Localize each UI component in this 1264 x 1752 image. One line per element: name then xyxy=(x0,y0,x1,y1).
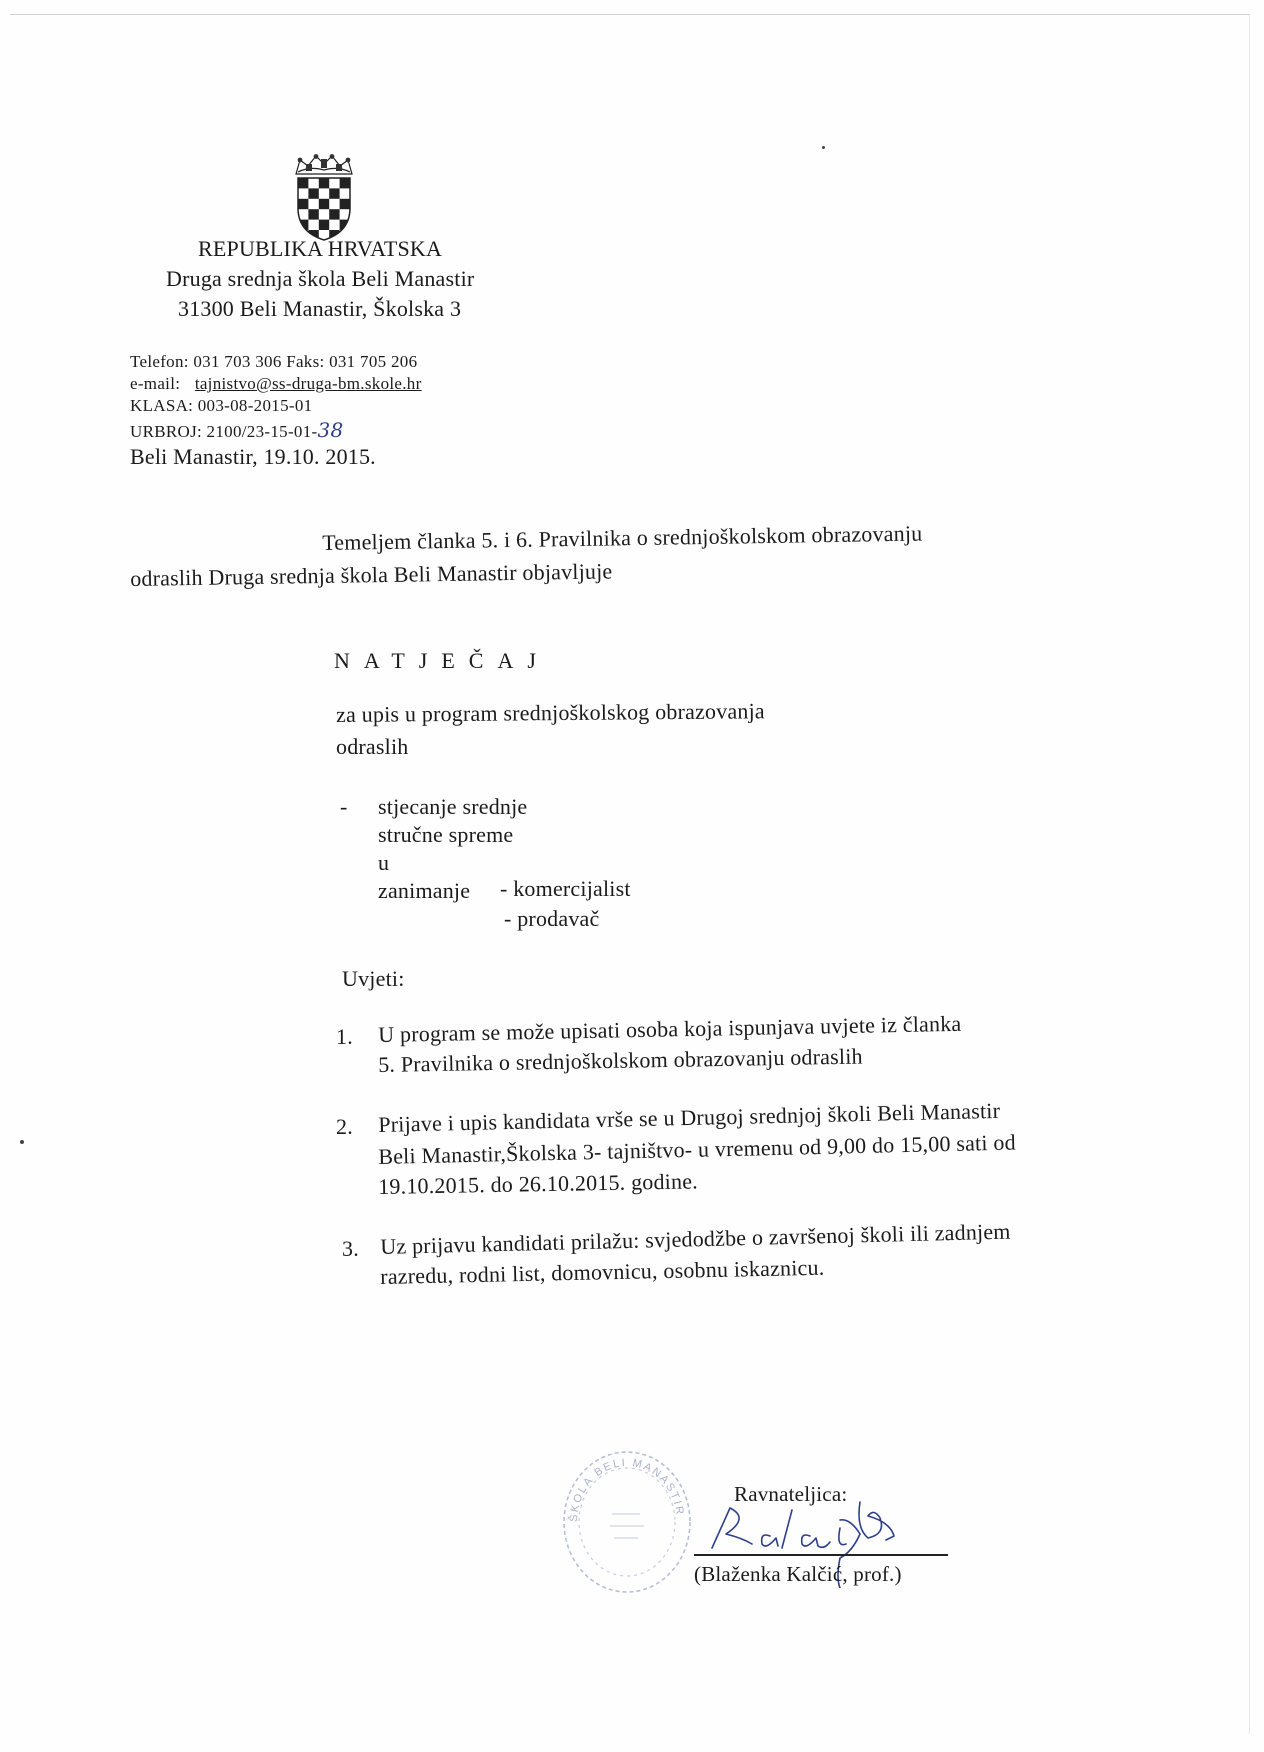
condition-1-line-1: U program se može upisati osoba koja ispunjava uvjete iz članka xyxy=(378,1010,962,1047)
occupation-salesperson: - prodavač xyxy=(504,906,600,931)
conditions-label: Uvjeti: xyxy=(342,966,405,991)
qualification-line-2: stručne spreme xyxy=(378,822,514,847)
scan-top-edge xyxy=(10,14,1250,15)
qualification-dash: - xyxy=(340,794,348,819)
klasa-line: KLASA: 003-08-2015-01 xyxy=(130,396,313,415)
scan-speck xyxy=(822,146,825,149)
urbroj-handwritten-number: 38 xyxy=(317,418,344,442)
email-line xyxy=(130,374,422,394)
scan-speck xyxy=(20,1140,24,1144)
condition-3-line-2: razredu, rodni list, domovnicu, osobnu iskaznicu. xyxy=(380,1254,825,1289)
email-link[interactable]: tajnistvo@ss-druga-bm.skole.hr xyxy=(194,374,422,393)
condition-2-line-2: Beli Manastir,Školska 3- tajništvo- u vremenu od 9,00 do 15,00 sati od xyxy=(378,1129,1017,1169)
intro-line-2: odraslih Druga srednja škola Beli Manastir objavljuje xyxy=(130,558,613,591)
condition-2-line-1: Prijave i upis kandidata vrše se u Drugoj srednjoj školi Beli Manastir xyxy=(378,1097,1001,1137)
document-title: NATJEČAJ xyxy=(334,648,550,673)
signatory-name: (Blaženka Kalčić, prof.) xyxy=(694,1562,902,1586)
urbroj-printed: URBROJ: 2100/23-15-01- xyxy=(130,422,318,441)
condition-number: 3. xyxy=(342,1236,359,1261)
country-name: REPUBLIKA HRVATSKA xyxy=(198,236,443,261)
urbroj-line xyxy=(130,418,344,442)
school-name: Druga srednja škola Beli Manastir xyxy=(166,266,475,291)
condition-2-line-3: 19.10.2015. do 26.10.2015. godine. xyxy=(378,1168,699,1199)
school-address: 31300 Beli Manastir, Školska 3 xyxy=(178,296,462,321)
svg-text:ŠKOLA BELI MANASTIR xyxy=(567,1457,686,1522)
condition-1-line-2: 5. Pravilnika o srednjoškolskom obrazovanju odraslih xyxy=(378,1043,863,1077)
signature-line xyxy=(694,1554,948,1556)
intro-line-1: Temeljem članka 5. i 6. Pravilnika o srednjoškolskom obrazovanju xyxy=(322,520,923,555)
program-line-2: odraslih xyxy=(336,734,409,759)
school-stamp-icon xyxy=(560,1448,694,1596)
stamp-text: ŠKOLA BELI MANASTIR xyxy=(567,1456,686,1523)
occupation-commercialist: - komercijalist xyxy=(500,876,631,901)
signatory-role: Ravnateljica: xyxy=(734,1482,848,1506)
condition-3-line-1: Uz prijavu kandidati prilažu: svjedodžbe o završenoj školi ili zadnjem xyxy=(380,1218,1011,1259)
qualification-line-1: stjecanje srednje xyxy=(378,794,528,819)
croatian-coat-of-arms-icon xyxy=(292,152,356,242)
place-and-date: Beli Manastir, 19.10. 2015. xyxy=(130,444,376,469)
qualification-line-3: u xyxy=(378,850,390,875)
program-line-1: za upis u program srednjoškolskog obrazovanja xyxy=(336,698,765,727)
condition-number: 2. xyxy=(336,1114,353,1139)
qualification-line-4: zanimanje xyxy=(378,878,471,903)
scan-right-edge xyxy=(1249,14,1250,1734)
condition-number: 1. xyxy=(336,1024,353,1049)
phone-fax-line: Telefon: 031 703 306 Faks: 031 705 206 xyxy=(130,352,418,371)
email-label: e-mail: xyxy=(130,374,181,393)
